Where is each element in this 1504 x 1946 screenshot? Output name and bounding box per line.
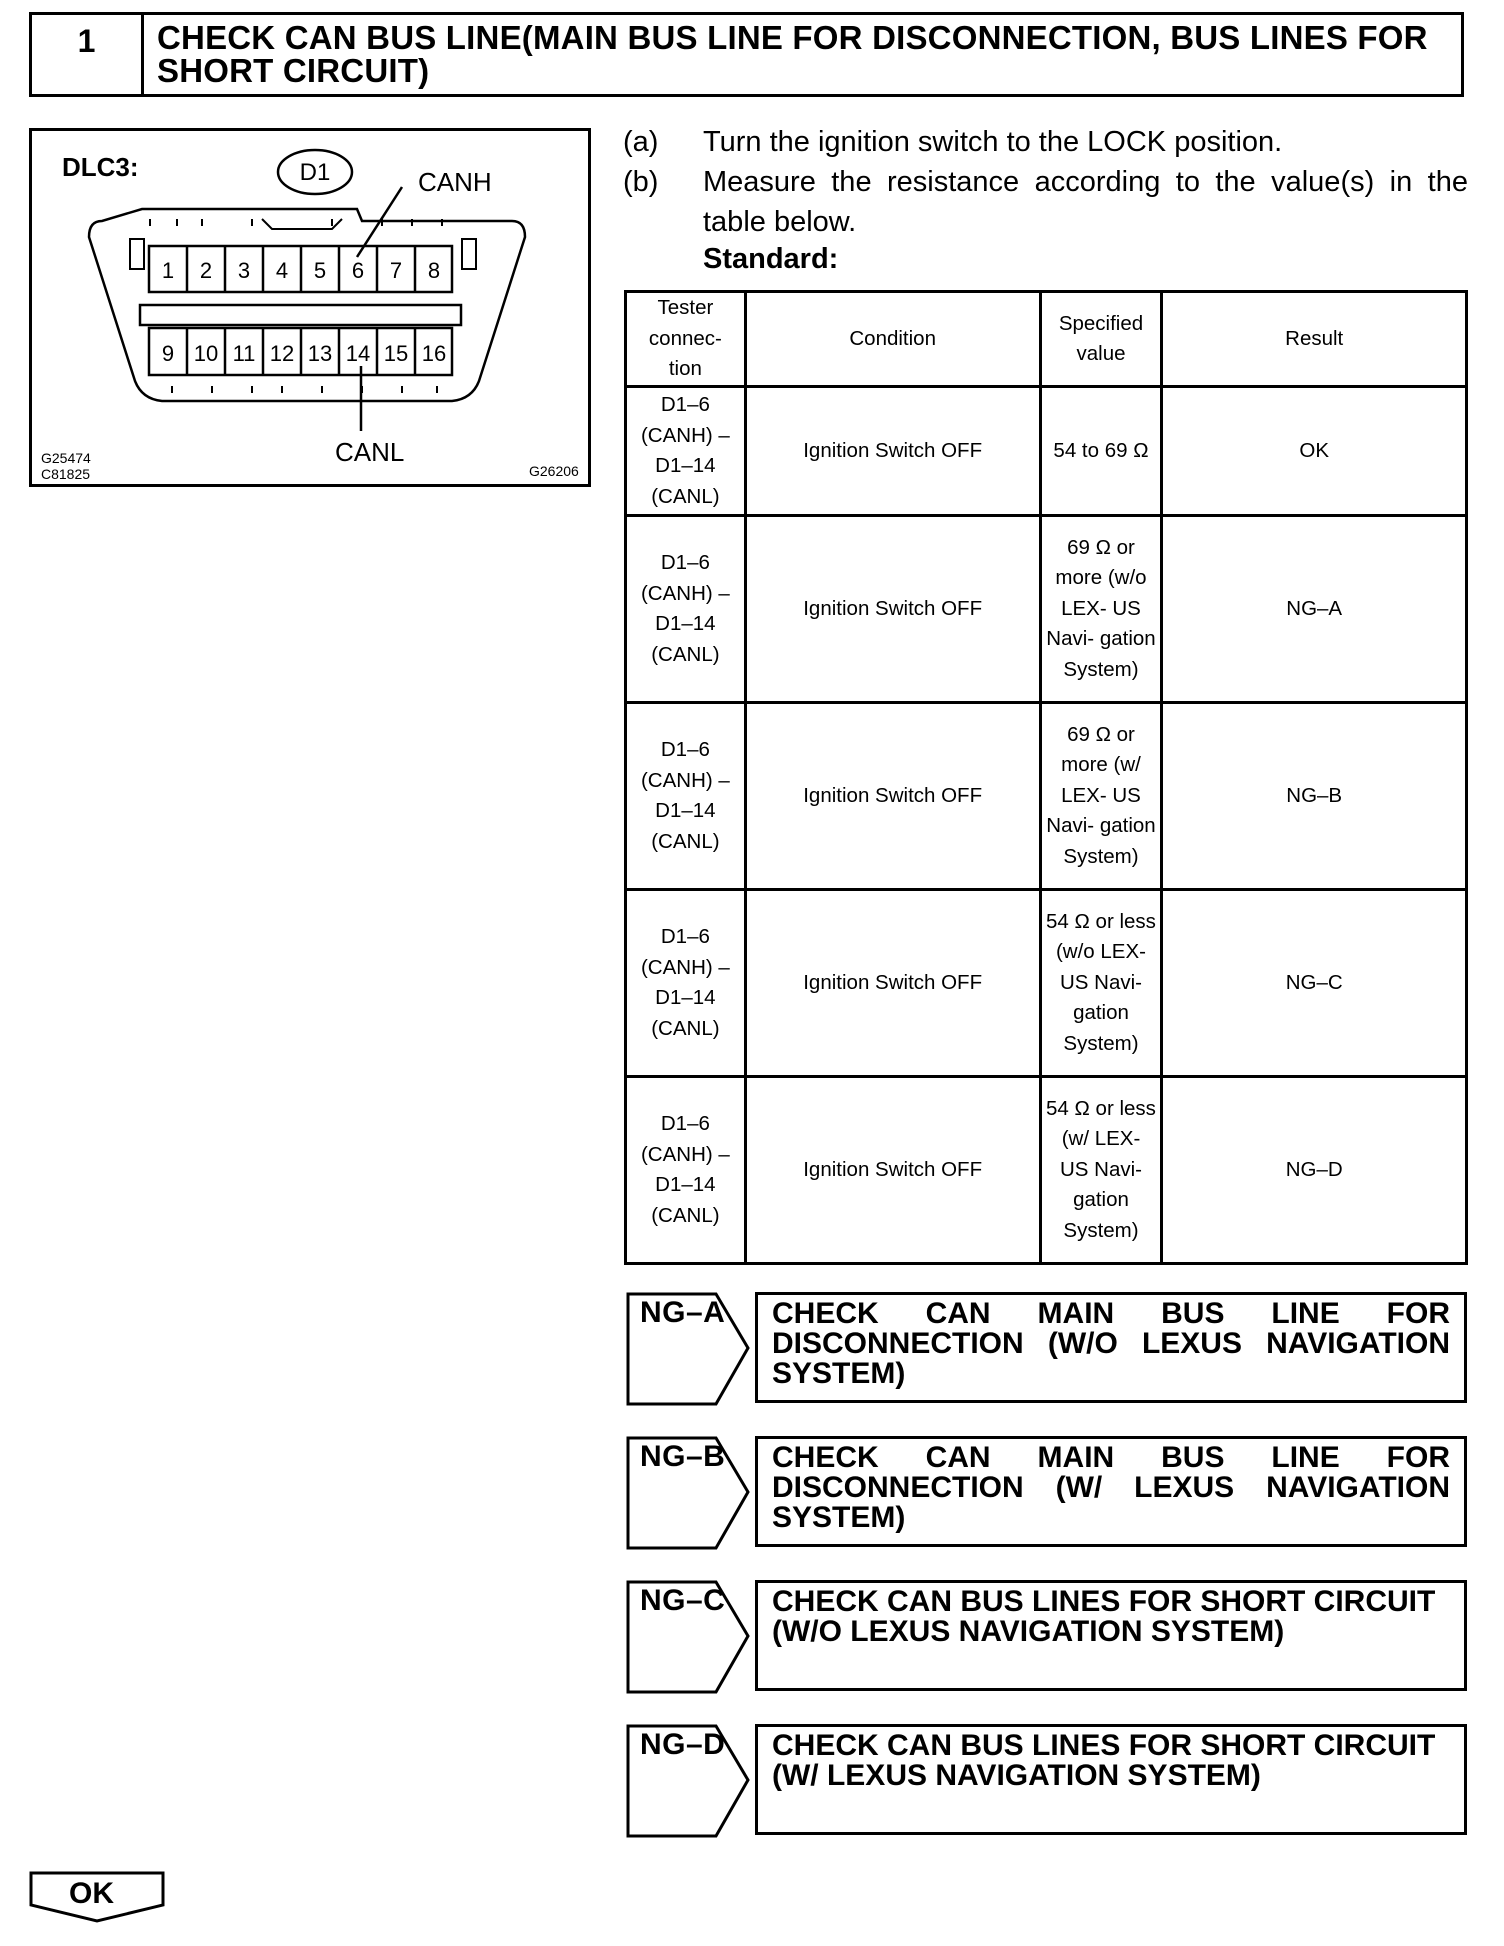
pin-10: 10 [193, 341, 219, 366]
pin-2: 2 [199, 258, 213, 283]
pin-3: 3 [237, 258, 251, 283]
table-row [626, 1077, 1467, 1264]
cell-result: NG–B [1162, 703, 1467, 890]
header-result: Result [1162, 292, 1467, 387]
cell-condition: Ignition Switch OFF [745, 890, 1040, 1077]
ng-b-action: CHECK CAN MAIN BUS LINE FOR DISCONNECTION (W/ LEXUS NAVIGATION SYSTEM) [755, 1436, 1467, 1547]
header-value: Specified value [1040, 292, 1162, 387]
connector-label: DLC3: [62, 152, 139, 182]
connector-id: D1 [299, 159, 331, 186]
pin-16: 16 [421, 341, 447, 366]
instruction-b-text: Measure the resistance according to the value(s) in the table below. [703, 166, 1468, 238]
cell-result: NG–A [1162, 516, 1467, 703]
pin-1: 1 [161, 258, 175, 283]
instruction-a-text: Turn the ignition switch to the LOCK position. [703, 126, 1283, 158]
pin-14: 14 [345, 341, 371, 366]
table-header-row [626, 292, 1467, 387]
cell-tester: D1–6 (CANH) – D1–14 (CANL) [626, 890, 746, 1077]
standard-table [624, 290, 1468, 1265]
pin-12: 12 [269, 341, 295, 366]
ok-tag[interactable] [29, 1871, 166, 1923]
instruction-b-label: (b) [623, 166, 659, 198]
pin-7: 7 [389, 258, 403, 283]
ng-c-tag[interactable] [626, 1580, 751, 1694]
ng-c-label: NG–C [640, 1584, 726, 1617]
figure-code-2: C81825 [41, 466, 91, 482]
standard-label: Standard: [703, 243, 839, 275]
cell-result: NG–C [1162, 890, 1467, 1077]
cell-condition: Ignition Switch OFF [745, 516, 1040, 703]
cell-tester: D1–6 (CANH) – D1–14 (CANL) [626, 516, 746, 703]
ng-a-label: NG–A [640, 1296, 726, 1329]
pin-5: 5 [313, 258, 327, 283]
cell-condition: Ignition Switch OFF [745, 703, 1040, 890]
pin-11: 11 [232, 341, 256, 366]
instruction-a-label: (a) [623, 126, 659, 158]
step-title: CHECK CAN BUS LINE(MAIN BUS LINE FOR DISCONNECTION, BUS LINES FOR SHORT CIRCUIT) [157, 19, 1428, 89]
canl-label: CANL [335, 437, 405, 467]
ng-d-action: CHECK CAN BUS LINES FOR SHORT CIRCUIT (W/ LEXUS NAVIGATION SYSTEM) [755, 1724, 1467, 1835]
canh-label: CANH [418, 167, 492, 197]
figure-code-1: G25474 [41, 450, 91, 466]
ng-d-tag[interactable] [626, 1724, 751, 1838]
pin-6: 6 [351, 258, 365, 283]
pin-8: 8 [427, 258, 441, 283]
pin-13: 13 [307, 341, 333, 366]
step-header [29, 12, 1464, 97]
ng-c-action: CHECK CAN BUS LINES FOR SHORT CIRCUIT (W/O LEXUS NAVIGATION SYSTEM) [755, 1580, 1467, 1691]
cell-condition: Ignition Switch OFF [745, 387, 1040, 516]
dlc3-connector-diagram [29, 128, 591, 487]
figure-code-3: G26206 [529, 463, 579, 479]
pin-15: 15 [383, 341, 409, 366]
table-row [626, 703, 1467, 890]
ng-a-action: CHECK CAN MAIN BUS LINE FOR DISCONNECTION (W/O LEXUS NAVIGATION SYSTEM) [755, 1292, 1467, 1403]
cell-value: 69 Ω or more (w/o LEX- US Navi- gation System) [1040, 516, 1162, 703]
table-row [626, 387, 1467, 516]
header-condition: Condition [745, 292, 1040, 387]
pin-4: 4 [275, 258, 289, 283]
cell-tester: D1–6 (CANH) – D1–14 (CANL) [626, 1077, 746, 1264]
step-number: 1 [32, 15, 144, 94]
ok-label: OK [69, 1877, 114, 1910]
cell-result: OK [1162, 387, 1467, 516]
cell-value: 54 Ω or less (w/ LEX- US Navi- gation System) [1040, 1077, 1162, 1264]
ng-a-tag[interactable] [626, 1292, 751, 1406]
cell-value: 54 to 69 Ω [1040, 387, 1162, 516]
header-tester: Tester connec- tion [626, 292, 746, 387]
pin-9: 9 [161, 341, 175, 366]
cell-condition: Ignition Switch OFF [745, 1077, 1040, 1264]
table-row [626, 516, 1467, 703]
ng-d-label: NG–D [640, 1728, 726, 1761]
ng-b-label: NG–B [640, 1440, 726, 1473]
cell-tester: D1–6 (CANH) – D1–14 (CANL) [626, 387, 746, 516]
cell-value: 54 Ω or less (w/o LEX- US Navi- gation System) [1040, 890, 1162, 1077]
cell-result: NG–D [1162, 1077, 1467, 1264]
cell-value: 69 Ω or more (w/ LEX- US Navi- gation System) [1040, 703, 1162, 890]
connector-illustration [32, 131, 588, 484]
table-row [626, 890, 1467, 1077]
cell-tester: D1–6 (CANH) – D1–14 (CANL) [626, 703, 746, 890]
ng-b-tag[interactable] [626, 1436, 751, 1550]
